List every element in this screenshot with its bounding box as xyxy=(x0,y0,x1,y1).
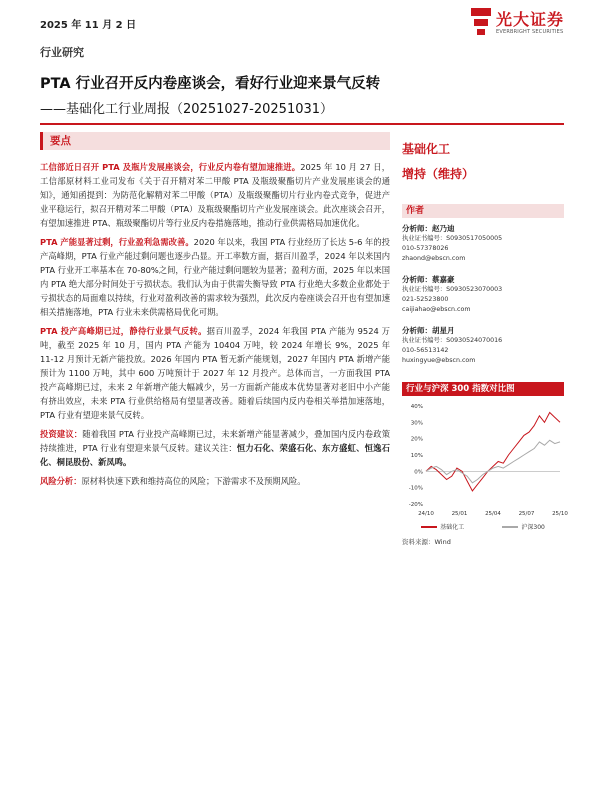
x-tick-label: 25/01 xyxy=(451,511,468,517)
summary-paragraph-1 xyxy=(40,160,390,230)
risk-analysis-label: 风险分析： xyxy=(40,476,82,486)
paragraph-3-highlight: PTA 投产高峰期已过，静待行业景气反转。 xyxy=(40,326,207,336)
analyst-cert: 执业证书编号：S0930523070003 xyxy=(402,286,503,293)
logo-icon xyxy=(471,8,491,38)
analyst-card xyxy=(402,325,564,366)
y-tick-label: 30% xyxy=(410,420,423,427)
analyst-cert: 执业证书编号：S0930524070016 xyxy=(402,337,503,344)
report-category: 行业研究 xyxy=(40,46,84,59)
analyst-name: 分析师：蔡嘉豪 xyxy=(402,275,455,284)
legend-label: 沪深300 xyxy=(521,524,545,531)
analyst-name: 分析师：赵乃迪 xyxy=(402,224,455,233)
paragraph-2-highlight: PTA 产能显著过剩，行业盈利急需改善。 xyxy=(40,237,194,247)
chart-source: 资料来源：Wind xyxy=(402,538,451,546)
x-tick-label: 25/10 xyxy=(552,511,568,517)
series-line-industry xyxy=(426,413,560,491)
legend-swatch xyxy=(421,526,437,528)
investment-advice-label: 投资建议： xyxy=(40,429,83,439)
y-tick-label: 10% xyxy=(410,453,423,459)
sector-name: 基础化工 xyxy=(402,142,451,156)
analyst-email[interactable]: zhaond@ebscn.com xyxy=(402,255,466,262)
summary-paragraph-3 xyxy=(40,324,390,422)
analyst-phone: 021-52523800 xyxy=(402,296,449,303)
series-line-hs300 xyxy=(426,440,560,483)
index-comparison-chart xyxy=(402,400,568,520)
investment-advice xyxy=(40,427,390,469)
y-tick-label: 0% xyxy=(414,469,423,476)
report-date: 2025 年 11 月 2 日 xyxy=(40,20,137,31)
analyst-email[interactable]: caijiahao@ebscn.com xyxy=(402,306,471,313)
analyst-phone: 010-57378026 xyxy=(402,245,449,252)
legend-label: 基础化工 xyxy=(440,524,465,531)
y-tick-label: 40% xyxy=(410,404,423,410)
logo-en-text: EVERBRIGHT SECURITIES xyxy=(495,29,564,35)
x-tick-label: 24/10 xyxy=(418,511,434,517)
x-tick-label: 25/07 xyxy=(518,511,535,517)
title-divider xyxy=(40,123,564,125)
recommended-stocks: 恒力石化、荣盛石化、东方盛虹、恒逸石化、桐昆股份、新凤鸣。 xyxy=(40,443,390,467)
report-title: PTA 行业召开反内卷座谈会，看好行业迎来景气反转 xyxy=(40,76,381,92)
y-tick-label: -20% xyxy=(408,502,423,508)
x-tick-label: 25/04 xyxy=(485,511,501,517)
chart-heading: 行业与沪深 300 指数对比图 xyxy=(402,382,564,396)
legend-item xyxy=(421,522,464,531)
authors-heading: 作者 xyxy=(402,204,564,218)
analyst-card xyxy=(402,223,564,264)
report-subtitle: ——基础化工行业周报（20251027-20251031） xyxy=(40,102,334,117)
risk-analysis xyxy=(40,474,390,488)
analyst-card xyxy=(402,274,564,315)
paragraph-3-text: 据百川盈孚，2024 年我国 PTA 产能为 9524 万吨，截至 2025 年 10 月，国内 PTA 产能为 10404 万吨，较 2024 年增长 9%，2025 年 11-12 月预计无新产能投放。2026 年国内 PTA 暂无新产能规划，2027 年国内 PTA 新增产能预计为 1100 万吨，其中 600 万吨预计于 2027 年 12 月投产。总体而言，一方面我国 PTA 投产高峰期已过，未来 2 年新增产能大幅减少，另一方面新产能成本优势显著对老旧中小产能有挤出效应，未来 PTA 行业供给格局有望显著改善。随着后续国内反内卷相关举措加速落地，PTA 行业有望迎来景气反转。 xyxy=(40,326,390,420)
analyst-cert: 执业证书编号：S0930517050005 xyxy=(402,235,503,242)
legend-item xyxy=(502,522,544,531)
risk-analysis-text: 原材料快速下跌和维持高位的风险；下游需求不及预期风险。 xyxy=(81,476,306,486)
investment-advice-text: 随着我国 PTA 行业投产高峰期已过，未来新增产能显著减少，叠加国内反内卷政策持续推进，PTA 行业有望迎来景气反转。建议关注： xyxy=(40,429,390,453)
legend-swatch xyxy=(502,526,518,528)
sidebar xyxy=(402,132,568,546)
summary-paragraph-2 xyxy=(40,235,390,319)
analyst-phone: 010-56513142 xyxy=(402,347,449,354)
summary-heading: 要点 xyxy=(40,132,390,150)
paragraph-1-highlight: 工信部近日召开 PTA 及瓶片发展座谈会，行业反内卷有望加速推进。 xyxy=(40,162,301,172)
analyst-email[interactable]: huxingyue@ebscn.com xyxy=(402,357,476,364)
summary-section xyxy=(40,132,390,493)
brand-logo xyxy=(471,8,564,38)
y-tick-label: 20% xyxy=(410,436,423,443)
chart-legend xyxy=(402,522,564,531)
paragraph-1-text: 2025 年 10 月 27 日，工信部原材料工业司发布《关于召开精对苯二甲酸 PTA 及瓶级聚酯切片产业发展座谈会的通知》，通知函提到：为防范化解精对苯二甲酸（PTA）及瓶级聚酯切片行业内卷式竞争，促进产业平稳运行，拟召开精对苯二甲酸（PTA）及瓶级聚酯切片产业发展座谈会。此次座谈会召开，有望加速推进 PTA、瓶级聚酯切片等行业反内卷措施落地，推动行业供需格局加速优化。 xyxy=(40,162,391,228)
logo-cn-text: 光大证券 xyxy=(495,10,564,29)
analyst-name: 分析师：胡星月 xyxy=(402,326,455,335)
sector-rating: 增持（维持） xyxy=(402,167,475,181)
paragraph-2-text: 2020 年以来，我国 PTA 行业经历了长达 5-6 年的投产高峰期，PTA 行业产能过剩问题也逐步凸显。开工率数方面，据百川盈孚，2024 年以来国内 PTA 行业开工率基本在 70-80%之间，行业产能过剩问题较为显著；盈利方面，2025 年以来国内 PTA 绝大部分时间处于亏损状态。我们认为由于供需失衡导致 PTA 行业绝大多数企业都处于亏损状态的局面难以持续，行业对盈利改善的需求较为强烈，此次反内卷座谈会召开也有望加速相关措施落地，PTA 行业未来供需格局优化可期。 xyxy=(40,237,390,317)
y-tick-label: -10% xyxy=(408,485,423,492)
